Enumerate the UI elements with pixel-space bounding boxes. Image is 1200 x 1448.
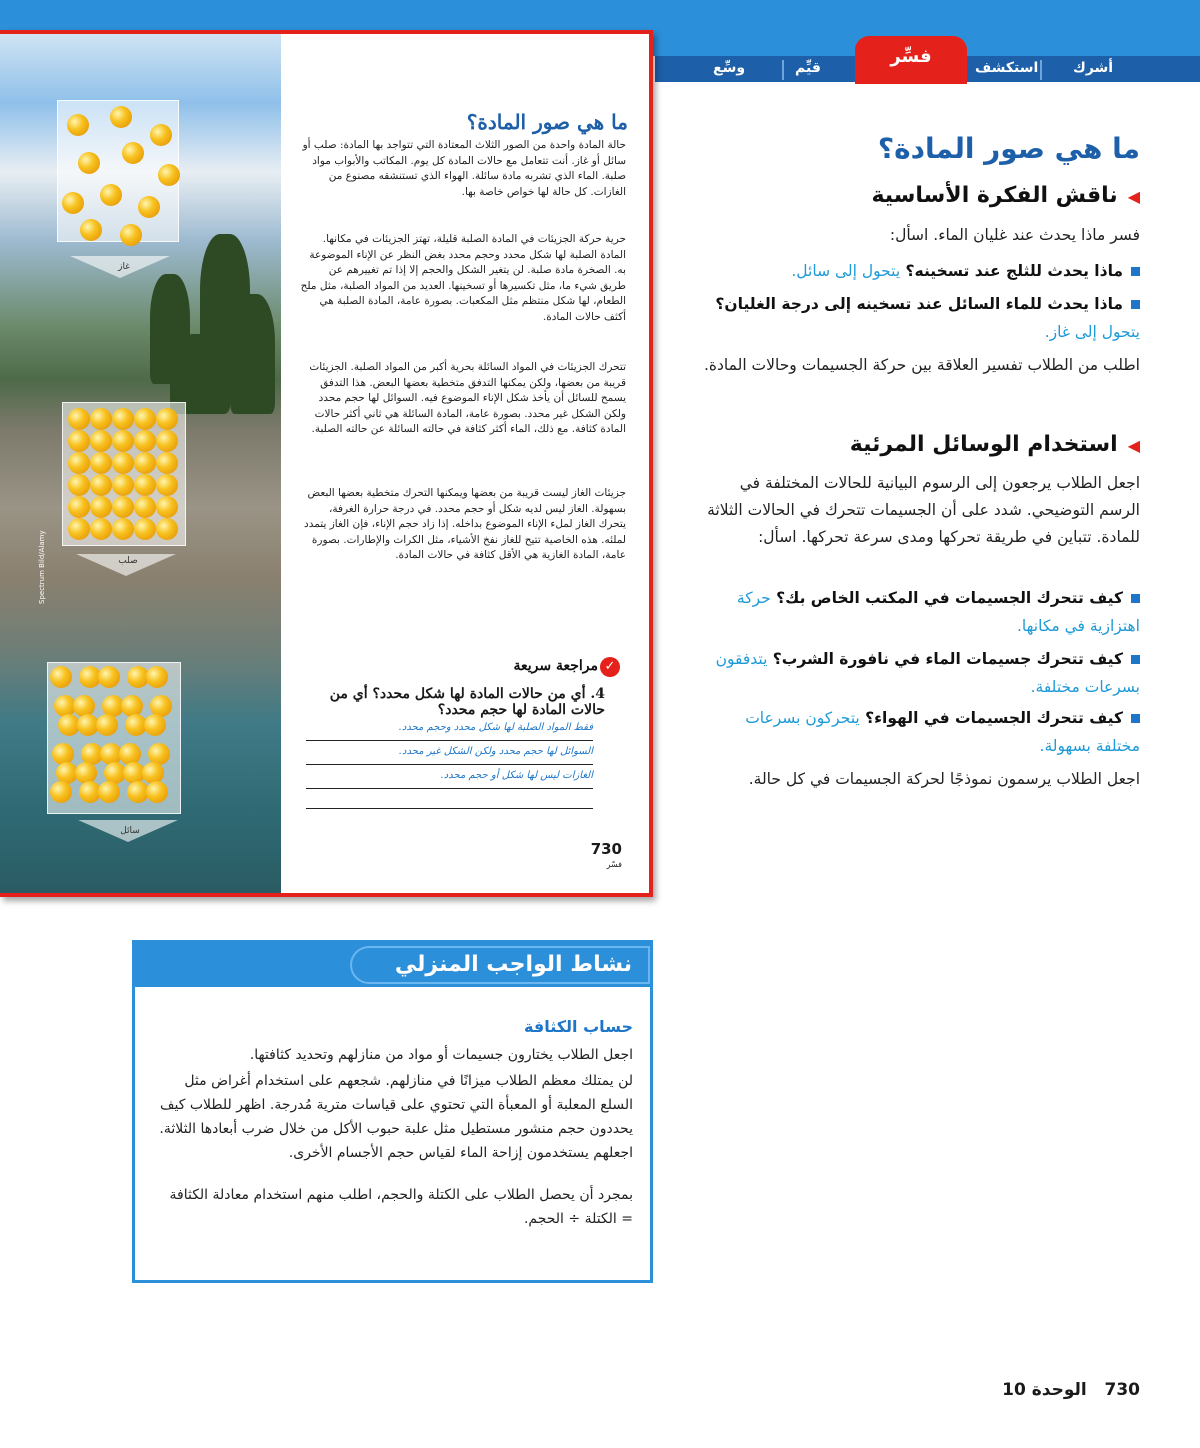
question-number: 4.	[590, 686, 605, 702]
particle-ball	[90, 430, 112, 452]
particle-ball	[156, 408, 178, 430]
section1-intro: فسر ماذا يحدث عند غليان الماء. اسأل:	[889, 226, 1140, 244]
particle-ball	[134, 408, 156, 430]
bullet-square-icon	[1131, 300, 1140, 309]
particle-ball	[134, 518, 156, 540]
section1-closing: اطلب من الطلاب تفسير العلاقة بين حركة الجسيمات وحالات المادة.	[703, 356, 1140, 374]
bullet-square-icon	[1131, 655, 1140, 664]
section-heading-visuals: ◀استخدام الوسائل المرئية	[849, 432, 1140, 457]
question-bullet: ماذا يحدث للماء السائل عند تسخينه إلى درجة الغليان؟ يتحول إلى غاز.	[715, 295, 1140, 341]
particle-ball	[68, 408, 90, 430]
particle-ball	[98, 666, 120, 688]
particle-ball	[112, 474, 134, 496]
particle-ball	[146, 666, 168, 688]
answer-line	[306, 790, 593, 809]
particle-ball	[96, 714, 118, 736]
question-bullet: كيف تتحرك جسيمات الماء في نافورة الشرب؟ يتدفقون بسرعات مختلفة.	[715, 650, 1140, 696]
check-icon: ✓	[600, 657, 620, 677]
particle-ball	[146, 781, 168, 803]
student-paragraph: حالة المادة واحدة من الصور الثلاث المعتادة التي تتواجد بها المادة: صلب أو سائل أو غاز. أنت تتعامل مع حالات المادة كل يوم. المكاتب والأبواب مواد صلبة. الماء الذي تشربه مادة سائلة. الهواء الذي تستنشقه مصنوع من الغازات. كل حالة لها خواص خاصة بها.	[302, 139, 626, 198]
answer-line: السوائل لها حجم محدد ولكن الشكل غير محدد.	[306, 746, 593, 765]
particle-ball	[134, 452, 156, 474]
student-page-sublabel: فسّر	[606, 860, 622, 869]
particle-ball	[134, 474, 156, 496]
particle-ball	[68, 474, 90, 496]
student-paragraph: جزيئات الغاز ليست قريبة من بعضها ويمكنها التحرك متخطية بعضها البعض بسهولة. الغاز ليس لديه شكل أو حجم محدد. في درجة حرارة الغرفة، يتحرك الغاز لملء الإناء الموضوع بداخله. إذا زاد حجم الإناء، فإن الغاز يتمدد لملئه. هذه الخاصية تتيح للغاز نفخ الأشياء، مثل الكرات والإطارات. بصورة عامة، المادة الغازية هي الأقل كثافة في حالات المادة.	[304, 487, 626, 561]
tab-engage[interactable]: أشرك	[1073, 60, 1114, 76]
particle-ball	[112, 408, 134, 430]
footer-page-number: 730	[1104, 1380, 1140, 1400]
homework-title-pill	[350, 946, 650, 984]
particle-ball	[98, 781, 120, 803]
particle-ball	[68, 496, 90, 518]
question-text: أي من حالات المادة لها شكل محدد؟ أي من حالات المادة لها حجم محدد؟	[329, 686, 605, 718]
particle-ball	[90, 496, 112, 518]
particle-ball	[112, 496, 134, 518]
section2-closing: اجعل الطلاب يرسمون نموذجًا لحركة الجسيمات في كل حالة.	[748, 770, 1140, 788]
particle-ball	[156, 452, 178, 474]
student-paragraph: حرية حركة الجزيئات في المادة الصلبة قليلة، تهتز الجزيئات في مكانها. المادة الصلبة لها شكل محدد وحجم محدد بغض النظر عن الإناء الموضوعة به. الصخرة مادة صلبة. لن يتغير الشكل والحجم إلا إذا تم تغييرهم عن طريق شيء ما، مثل تكسيرها أو تسخينها. العديد من المواد الصلبة، مثل ملح الطعام، لها شكل منتظم مثل المكعبات. بصورة عامة، المادة الصلبة هي أكثف حالات المادة.	[300, 233, 626, 323]
particle-ball	[112, 518, 134, 540]
particle-ball	[156, 474, 178, 496]
homework-paragraph: لن يمتلك معظم الطلاب ميزانًا في منازلهم. شجعهم على استخدام أغراض مثل السلع المعلبة أو المعبأة التي تحتوي على قياسات مترية مُدرجة. اظهر للطلاب كيف يحددون حجم منشور مستطيل مثل علبة حبوب الأكل من خلال ضرب أبعادها الثلاثة. اجعلهم يستخدمون إزاحة الماء لقياس حجم الأجسام الأخرى.	[159, 1073, 633, 1161]
section2-intro: اجعل الطلاب يرجعون إلى الرسوم البيانية للحالات المختلفة في الرسم التوضيحي. شدد على أن الجسيمات تتحرك في الحالات الثلاثة للمادة. تتباين في طريقة تحركها ومدى سرعة تحركها. اسأل:	[707, 474, 1140, 546]
photo-credit: Spectrum Bild/Alamy	[38, 530, 46, 604]
teacher-title: ما هي صور المادة؟	[877, 132, 1140, 165]
cube-label-liquid: سائل	[120, 826, 140, 836]
homework-paragraph: بمجرد أن يحصل الطلاب على الكتلة والحجم، اطلب منهم استخدام معادلة الكثافة = الكتلة ÷ الحجم.	[169, 1187, 633, 1227]
bullet-square-icon	[1131, 714, 1140, 723]
particle-ball	[134, 496, 156, 518]
tab-evaluate[interactable]: قيِّم	[795, 60, 821, 76]
particle-ball	[144, 714, 166, 736]
particle-ball	[68, 452, 90, 474]
particle-ball	[156, 430, 178, 452]
cube-label-gas: غاز	[118, 262, 130, 272]
particle-ball	[68, 518, 90, 540]
triangle-icon: ◀	[1127, 436, 1140, 455]
particle-ball	[90, 452, 112, 474]
homework-title: نشاط الواجب المنزلي	[394, 952, 632, 977]
question-bullet: كيف تتحرك الجسيمات في الهواء؟ يتحركون بسرعات مختلفة بسهولة.	[745, 709, 1140, 755]
student-paragraph: تتحرك الجزيئات في المواد السائلة بحرية أكبر من المواد الصلبة. الجزيئات قريبة من بعضها، ولكن يمكنها التدفق متخطية بعضها البعض. هذا التدفق يسمح للسائل أن يأخذ شكل الإناء الموضوع فيه. السوائل لها حجم محدد ولكن الشكل غير محدد. بصورة عامة، المادة السائلة هي ثاني أكثر حالات المادة كثافة. مع ذلك، الماء أكثر كثافة في حالته السائلة عن حالته الصلبة.	[309, 361, 626, 435]
answer-line: فقط المواد الصلبة لها شكل محدد وحجم محدد.	[306, 722, 593, 741]
cube-label-solid: صلب	[118, 556, 138, 566]
bullet-square-icon	[1131, 594, 1140, 603]
homework-subtitle: حساب الكثافة	[524, 1017, 633, 1036]
homework-paragraph: اجعل الطلاب يختارون جسيمات أو مواد من منازلهم وتحديد كثافتها.	[249, 1047, 633, 1063]
tab-divider	[1040, 60, 1042, 80]
tab-extend[interactable]: وسِّع	[713, 60, 746, 76]
particle-ball	[90, 408, 112, 430]
answer-line: الغازات ليس لها شكل أو حجم محدد.	[306, 770, 593, 789]
question-bullet: كيف تتحرك الجسيمات في المكتب الخاص بك؟ حركة اهتزازية في مكانها.	[736, 589, 1140, 635]
section-heading-discuss: ◀ناقش الفكرة الأساسية	[871, 183, 1140, 208]
quick-review-question	[300, 686, 605, 718]
footer-unit: الوحدة 10	[1002, 1380, 1087, 1400]
particle-ball	[134, 430, 156, 452]
particle-ball	[112, 452, 134, 474]
particle-ball	[90, 474, 112, 496]
homework-header	[135, 943, 650, 987]
tab-explore[interactable]: استكشف	[975, 60, 1039, 76]
question-bullet: ماذا يحدث للثلج عند تسخينه؟ يتحول إلى سائل.	[700, 257, 1140, 285]
student-page-thumbnail	[0, 30, 653, 897]
tab-explain[interactable]: فسِّر	[855, 36, 967, 84]
particle-ball	[68, 430, 90, 452]
student-page-title: ما هي صور المادة؟	[466, 110, 628, 134]
particle-ball	[50, 666, 72, 688]
triangle-icon: ◀	[1127, 187, 1140, 206]
bullet-square-icon	[1131, 267, 1140, 276]
particle-ball	[112, 430, 134, 452]
student-page-number: 730	[590, 840, 622, 858]
particle-ball	[156, 496, 178, 518]
particle-ball	[50, 781, 72, 803]
quick-review-title: مراجعة سريعة	[513, 658, 598, 674]
tab-divider	[782, 60, 784, 80]
particle-ball	[156, 518, 178, 540]
page-footer	[960, 1380, 1140, 1400]
homework-box	[132, 940, 653, 1283]
particle-ball	[90, 518, 112, 540]
